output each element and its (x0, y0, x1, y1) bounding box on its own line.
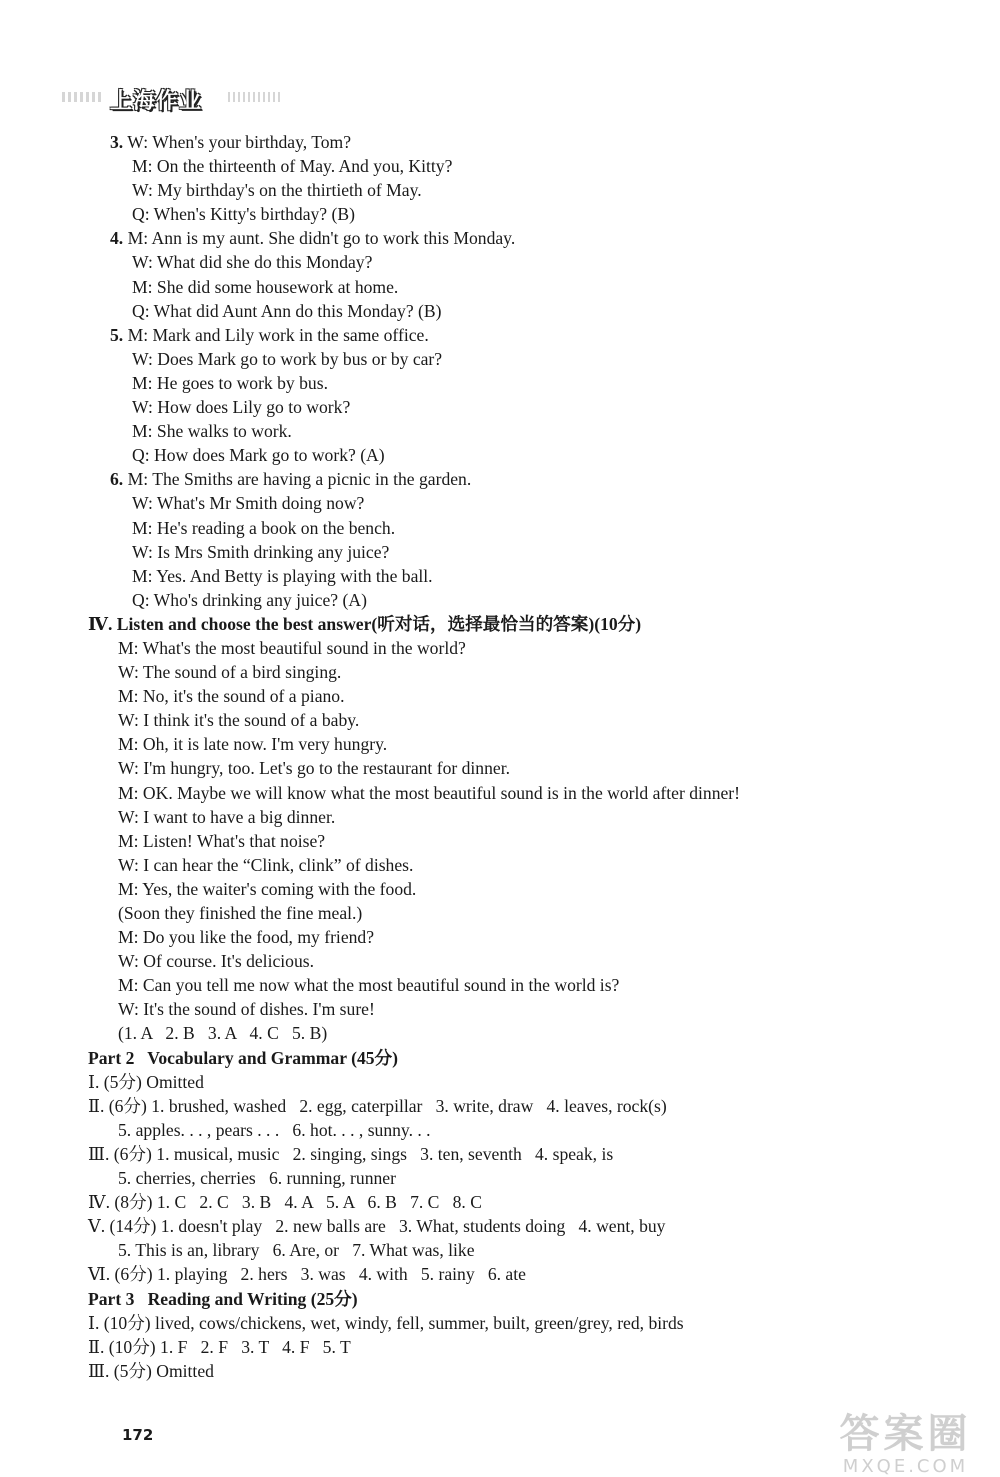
question-line: Q: What did Aunt Ann do this Monday? (B) (132, 300, 442, 321)
question-line: Q: How does Mark go to work? (A) (132, 445, 385, 466)
dialogue-item: 3. W: When's your birthday, Tom? (110, 132, 352, 152)
dialogue-line: M: Oh, it is late now. I'm very hungry. (118, 734, 388, 755)
dialogue-line: M: No, it's the sound of a piano. (118, 686, 345, 707)
dialogue-item: 5. M: Mark and Lily work in the same office. (110, 324, 429, 345)
page-number: 172 (122, 1426, 154, 1444)
answer-line: Ⅳ. (8分) 1. C 2. C 3. B 4. A 5. A 6. B 7. C 8. C (88, 1192, 482, 1213)
dialogue-line: M: He's reading a book on the bench. (132, 517, 396, 538)
dialogue-item: 6. M: The Smiths are having a picnic in the garden. (110, 469, 472, 490)
dialogue-line: W: Of course. It's delicious. (118, 951, 314, 972)
dialogue-item: 4. M: Ann is my aunt. She didn't go to work this Monday. (110, 228, 516, 249)
site-watermark (818, 1412, 993, 1477)
dialogue-line: W: My birthday's on the thirtieth of May. (132, 180, 422, 201)
watermark-logo-text: 答案圈 (839, 1411, 972, 1457)
dialogue-line: M: He goes to work by bus. (132, 372, 328, 393)
dialogue-line: W: Does Mark go to work by bus or by car? (132, 348, 443, 369)
answer-line: Ⅵ. (6分) 1. playing 2. hers 3. was 4. with 5. rainy 6. ate (88, 1264, 526, 1285)
dialogue-line: M: Do you like the food, my friend? (118, 927, 375, 948)
dialogue-line: M: Listen! What's that noise? (118, 830, 326, 851)
answer-line: 5. cherries, cherries 6. running, runner (118, 1168, 396, 1189)
header-decoration (62, 92, 102, 102)
watermark-url: MXQE.COM (842, 1456, 969, 1477)
question-line: Q: Who's drinking any juice? (A) (132, 589, 367, 610)
question-line: Q: When's Kitty's birthday? (B) (132, 204, 355, 225)
dialogue-line: W: I'm hungry, too. Let's go to the restaurant for dinner. (118, 758, 511, 779)
dialogue-line: W: The sound of a bird singing. (118, 662, 342, 683)
answer-line: Ⅲ. (5分) Omitted (88, 1360, 214, 1381)
dialogue-line: W: I want to have a big dinner. (118, 806, 336, 827)
header-decoration (228, 92, 280, 102)
dialogue-line: M: She walks to work. (132, 421, 292, 442)
dialogue-line: M: OK. Maybe we will know what the most beautiful sound is in the world after dinner! (118, 782, 741, 803)
dialogue-line: W: It's the sound of dishes. I'm sure! (118, 999, 375, 1020)
dialogue-line: M: What's the most beautiful sound in the world? (118, 637, 466, 658)
answer-line: Ⅰ. (5分) Omitted (88, 1071, 204, 1092)
answer-line: (1. A 2. B 3. A 4. C 5. B) (118, 1023, 328, 1044)
dialogue-line: M: On the thirteenth of May. And you, Kitty? (132, 156, 453, 177)
dialogue-line: M: Yes, the waiter's coming with the food. (118, 878, 417, 899)
answer-line: Ⅱ. (6分) 1. brushed, washed 2. egg, caterpillar 3. write, draw 4. leaves, rock(s) (88, 1095, 667, 1116)
dialogue-line: W: I think it's the sound of a baby. (118, 710, 360, 731)
narration-line: (Soon they finished the fine meal.) (118, 903, 363, 923)
answer-line: 5. This is an, library 6. Are, or 7. What was, like (118, 1240, 475, 1261)
answer-line: 5. apples. . . , pears . . . 6. hot. . . , sunny. . . (118, 1119, 431, 1140)
dialogue-line: W: How does Lily go to work? (132, 397, 351, 418)
dialogue-line: W: I can hear the “Clink, clink” of dishes. (118, 854, 414, 875)
dialogue-line: M: She did some housework at home. (132, 276, 399, 297)
dialogue-line: M: Yes. And Betty is playing with the ball. (132, 565, 433, 586)
dialogue-line: W: What did she do this Monday? (132, 252, 373, 273)
dialogue-line: W: What's Mr Smith doing now? (132, 493, 365, 514)
dialogue-line: M: Can you tell me now what the most beautiful sound in the world is? (118, 975, 620, 996)
answer-line: Ⅴ. (14分) 1. doesn't play 2. new balls are 3. What, students doing 4. went, buy (88, 1216, 666, 1237)
section-heading-part-2: Part 2 Vocabulary and Grammar (45分) (88, 1047, 398, 1068)
section-heading-part-3: Part 3 Reading and Writing (25分) (88, 1288, 358, 1309)
dialogue-line: W: Is Mrs Smith drinking any juice? (132, 541, 390, 562)
answer-line: Ⅲ. (6分) 1. musical, music 2. singing, sings 3. ten, seventh 4. speak, is (88, 1143, 614, 1164)
book-series-logo: 上海作业 (110, 89, 203, 114)
answer-line: Ⅱ. (10分) 1. F 2. F 3. T 4. F 5. T (88, 1336, 351, 1357)
section-heading-listen-and-choose: Ⅳ. Listen and choose the best answer(听对话，选择最恰当的答案)(10分) (88, 613, 642, 634)
answer-line: Ⅰ. (10分) lived, cows/chickens, wet, windy, fell, summer, built, green/grey, red, birds (88, 1312, 684, 1333)
answer-key-content (88, 130, 948, 1383)
